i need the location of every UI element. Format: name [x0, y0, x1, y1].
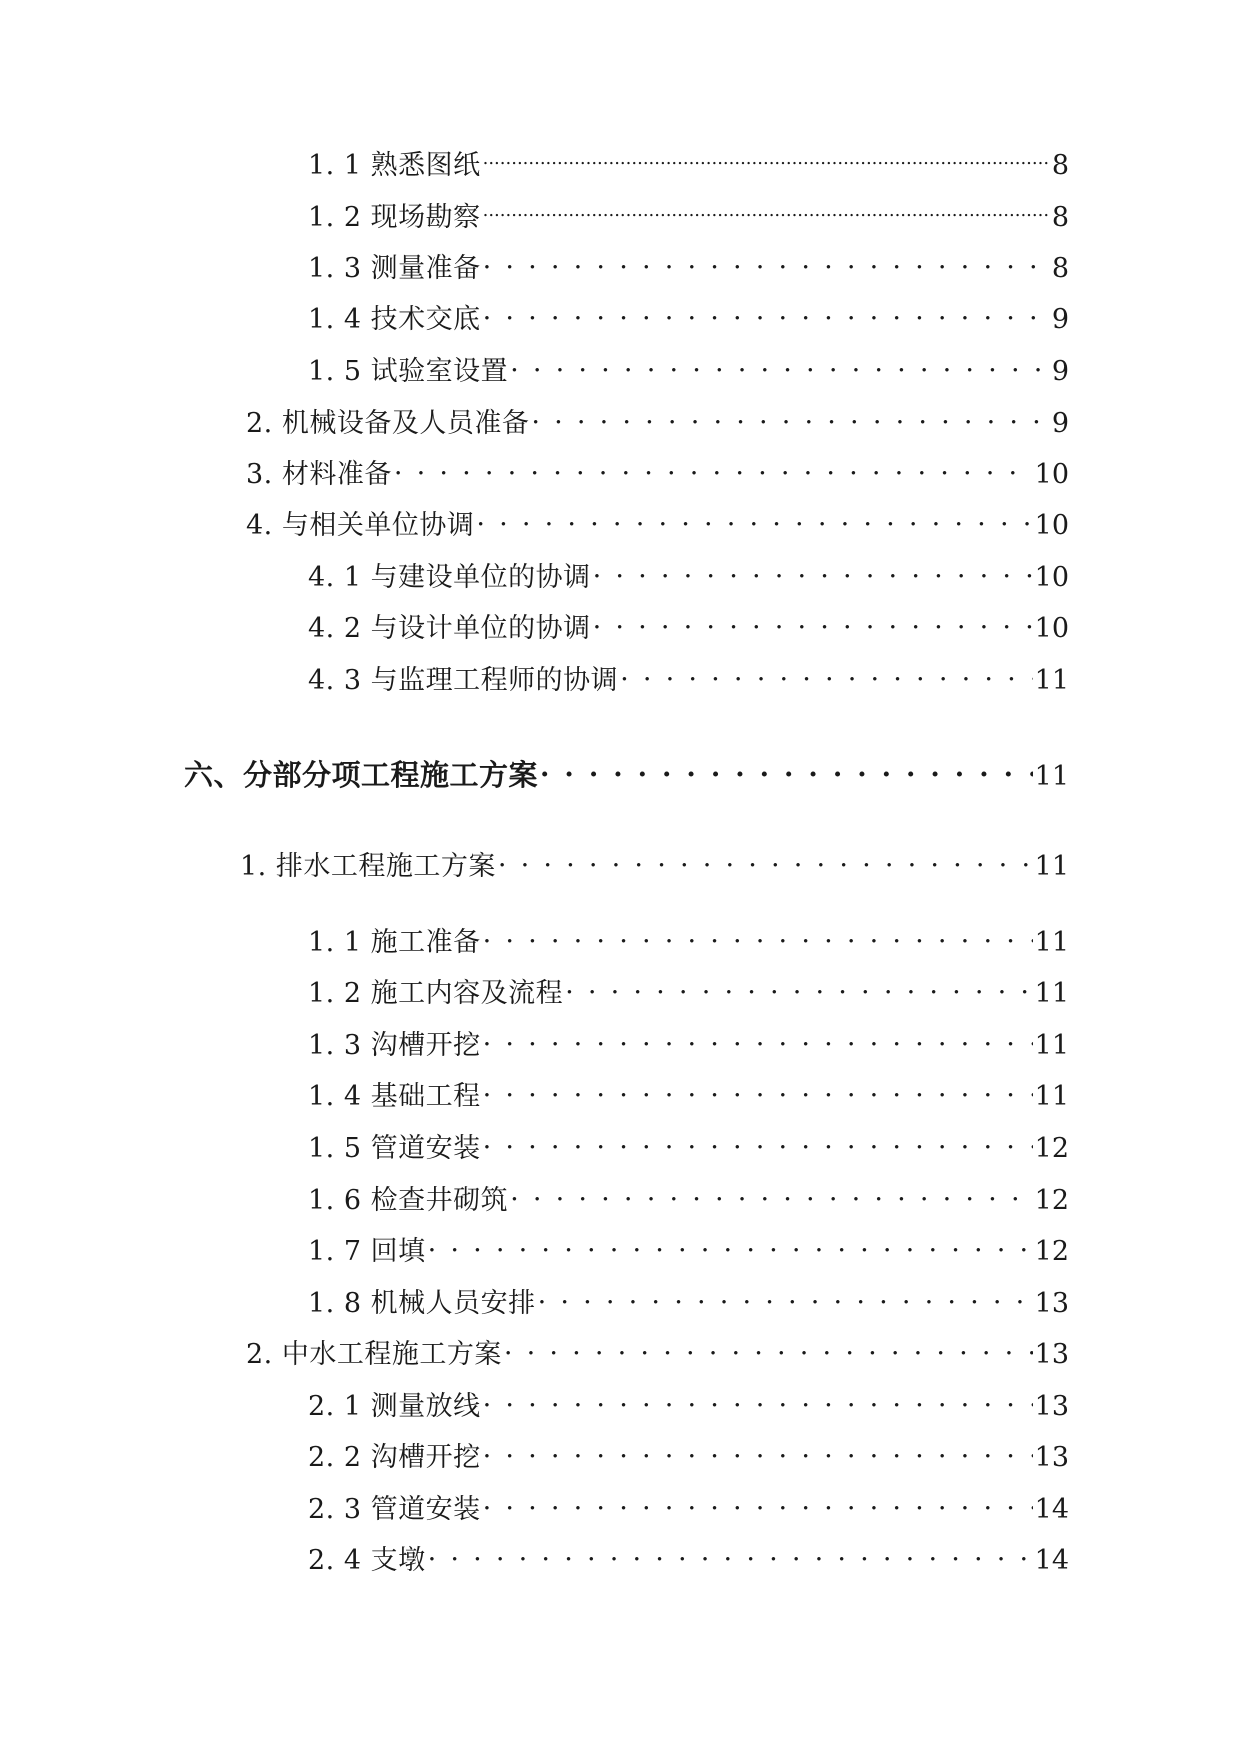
toc-entry[interactable] — [308, 1226, 1069, 1267]
toc-leader-dots — [394, 449, 1033, 483]
toc-leader-dots — [483, 1381, 1033, 1415]
toc-entry-label: 2. 中水工程施工方案 — [246, 1339, 502, 1370]
toc-entry[interactable] — [308, 346, 1069, 387]
toc-leader-dots — [483, 917, 1033, 951]
toc-entry-page: 14 — [1034, 1545, 1069, 1576]
toc-entry[interactable] — [308, 603, 1069, 644]
toc-leader-dots — [620, 655, 1033, 689]
toc-leader-dots — [483, 140, 1050, 174]
toc-entry[interactable] — [308, 655, 1069, 696]
toc-entry[interactable] — [308, 1381, 1069, 1422]
toc-entry-page: 14 — [1034, 1494, 1069, 1525]
toc-entry-label: 1. 1 熟悉图纸 — [308, 150, 481, 181]
toc-entry[interactable] — [308, 192, 1069, 233]
toc-entry-label: 1. 1 施工准备 — [308, 927, 481, 958]
toc-entry-label: 4. 3 与监理工程师的协调 — [308, 665, 619, 696]
toc-entry-page: 13 — [1034, 1339, 1069, 1370]
toc-leader-dots — [565, 968, 1033, 1002]
toc-entry[interactable] — [308, 968, 1069, 1009]
toc-entry-label: 1. 5 管道安装 — [308, 1133, 481, 1164]
toc-entry[interactable] — [308, 1432, 1069, 1473]
toc-leader-dots — [483, 294, 1050, 328]
toc-entry-label: 2. 机械设备及人员准备 — [246, 408, 530, 439]
toc-entry-label: 1. 3 沟槽开挖 — [308, 1030, 481, 1061]
toc-entry-page: 12 — [1034, 1236, 1069, 1267]
toc-entry-page: 13 — [1034, 1442, 1069, 1473]
toc-entry[interactable] — [308, 1278, 1069, 1319]
toc-entry-label: 3. 材料准备 — [246, 459, 392, 490]
toc-entry-label: 1. 5 试验室设置 — [308, 356, 509, 387]
toc-entry-page: 10 — [1034, 613, 1069, 644]
toc-leader-dots — [593, 552, 1033, 586]
toc-leader-dots — [504, 1329, 1033, 1363]
toc-entry-page: 8 — [1051, 202, 1069, 233]
toc-entry[interactable] — [308, 1175, 1069, 1216]
toc-leader-dots — [483, 1432, 1033, 1466]
toc-entry[interactable] — [240, 841, 1069, 882]
toc-entry-label: 2. 1 测量放线 — [308, 1391, 481, 1422]
toc-entry-label: 1. 2 现场勘察 — [308, 202, 481, 233]
toc-entry-page: 8 — [1051, 150, 1069, 181]
toc-entry-page: 11 — [1034, 927, 1069, 958]
toc-entry-page: 12 — [1034, 1185, 1069, 1216]
toc-entry[interactable] — [246, 398, 1069, 439]
toc-entry[interactable] — [308, 1535, 1069, 1576]
toc-entry[interactable] — [246, 500, 1069, 541]
toc-leader-dots — [483, 1071, 1033, 1105]
toc-entry-label: 4. 与相关单位协调 — [246, 510, 475, 541]
toc-chapter-heading[interactable] — [184, 751, 1069, 792]
toc-entry-page: 11 — [1034, 761, 1069, 792]
toc-entry-page: 13 — [1034, 1288, 1069, 1319]
toc-entry-label: 1. 6 检查井砌筑 — [308, 1185, 509, 1216]
toc-leader-dots — [510, 346, 1050, 380]
toc-entry[interactable] — [308, 1123, 1069, 1164]
toc-entry-label: 六、分部分项工程施工方案 — [184, 758, 539, 792]
toc-leader-dots — [483, 1020, 1033, 1054]
toc-leader-dots — [483, 1123, 1033, 1157]
toc-entry-label: 1. 3 测量准备 — [308, 253, 481, 284]
toc-entry[interactable] — [308, 243, 1069, 284]
toc-leader-dots — [483, 243, 1050, 277]
toc-entry-page: 9 — [1051, 408, 1069, 439]
toc-leader-dots — [483, 1484, 1033, 1518]
toc-entry-page: 9 — [1051, 356, 1069, 387]
toc-entry-page: 11 — [1034, 851, 1069, 882]
toc-entry[interactable] — [246, 1329, 1069, 1370]
toc-entry-label: 1. 7 回填 — [308, 1236, 426, 1267]
toc-entry[interactable] — [308, 140, 1069, 181]
toc-entry-page: 10 — [1034, 510, 1069, 541]
toc-leader-dots — [428, 1226, 1033, 1260]
toc-leader-dots — [593, 603, 1033, 637]
toc-entry-label: 1. 4 基础工程 — [308, 1081, 481, 1112]
toc-entry-label: 2. 4 支墩 — [308, 1545, 426, 1576]
toc-entry-page: 11 — [1034, 1081, 1069, 1112]
toc-entry-label: 1. 排水工程施工方案 — [240, 851, 496, 882]
toc-entry-label: 4. 1 与建设单位的协调 — [308, 562, 591, 593]
toc-entry-label: 1. 8 机械人员安排 — [308, 1288, 536, 1319]
toc-leader-dots — [498, 841, 1033, 875]
toc-entry-page: 10 — [1034, 459, 1069, 490]
toc-entry-page: 11 — [1034, 1030, 1069, 1061]
toc-entry[interactable] — [308, 1484, 1069, 1525]
toc-leader-dots — [510, 1175, 1033, 1209]
toc-entry-label: 2. 3 管道安装 — [308, 1494, 481, 1525]
toc-entry-page: 8 — [1051, 253, 1069, 284]
toc-leader-dots — [540, 751, 1033, 785]
toc-leader-dots — [531, 398, 1049, 432]
toc-entry-label: 1. 4 技术交底 — [308, 304, 481, 335]
toc-entry-page: 10 — [1034, 562, 1069, 593]
toc-entry-label: 2. 2 沟槽开挖 — [308, 1442, 481, 1473]
toc-entry[interactable] — [308, 1071, 1069, 1112]
toc-entry[interactable] — [246, 449, 1069, 490]
toc-leader-dots — [538, 1278, 1033, 1312]
toc-entry-label: 1. 2 施工内容及流程 — [308, 978, 564, 1009]
toc-entry[interactable] — [308, 552, 1069, 593]
toc-entry-label: 4. 2 与设计单位的协调 — [308, 613, 591, 644]
toc-leader-dots — [476, 500, 1032, 534]
toc-entry-page: 11 — [1034, 978, 1069, 1009]
toc-entry-page: 11 — [1034, 665, 1069, 696]
toc-entry[interactable] — [308, 917, 1069, 958]
toc-entry[interactable] — [308, 294, 1069, 335]
toc-leader-dots — [428, 1535, 1033, 1569]
toc-entry-page: 9 — [1051, 304, 1069, 335]
toc-entry[interactable] — [308, 1020, 1069, 1061]
toc-entry-page: 12 — [1034, 1133, 1069, 1164]
toc-entry-page: 13 — [1034, 1391, 1069, 1422]
toc-leader-dots — [483, 192, 1050, 226]
